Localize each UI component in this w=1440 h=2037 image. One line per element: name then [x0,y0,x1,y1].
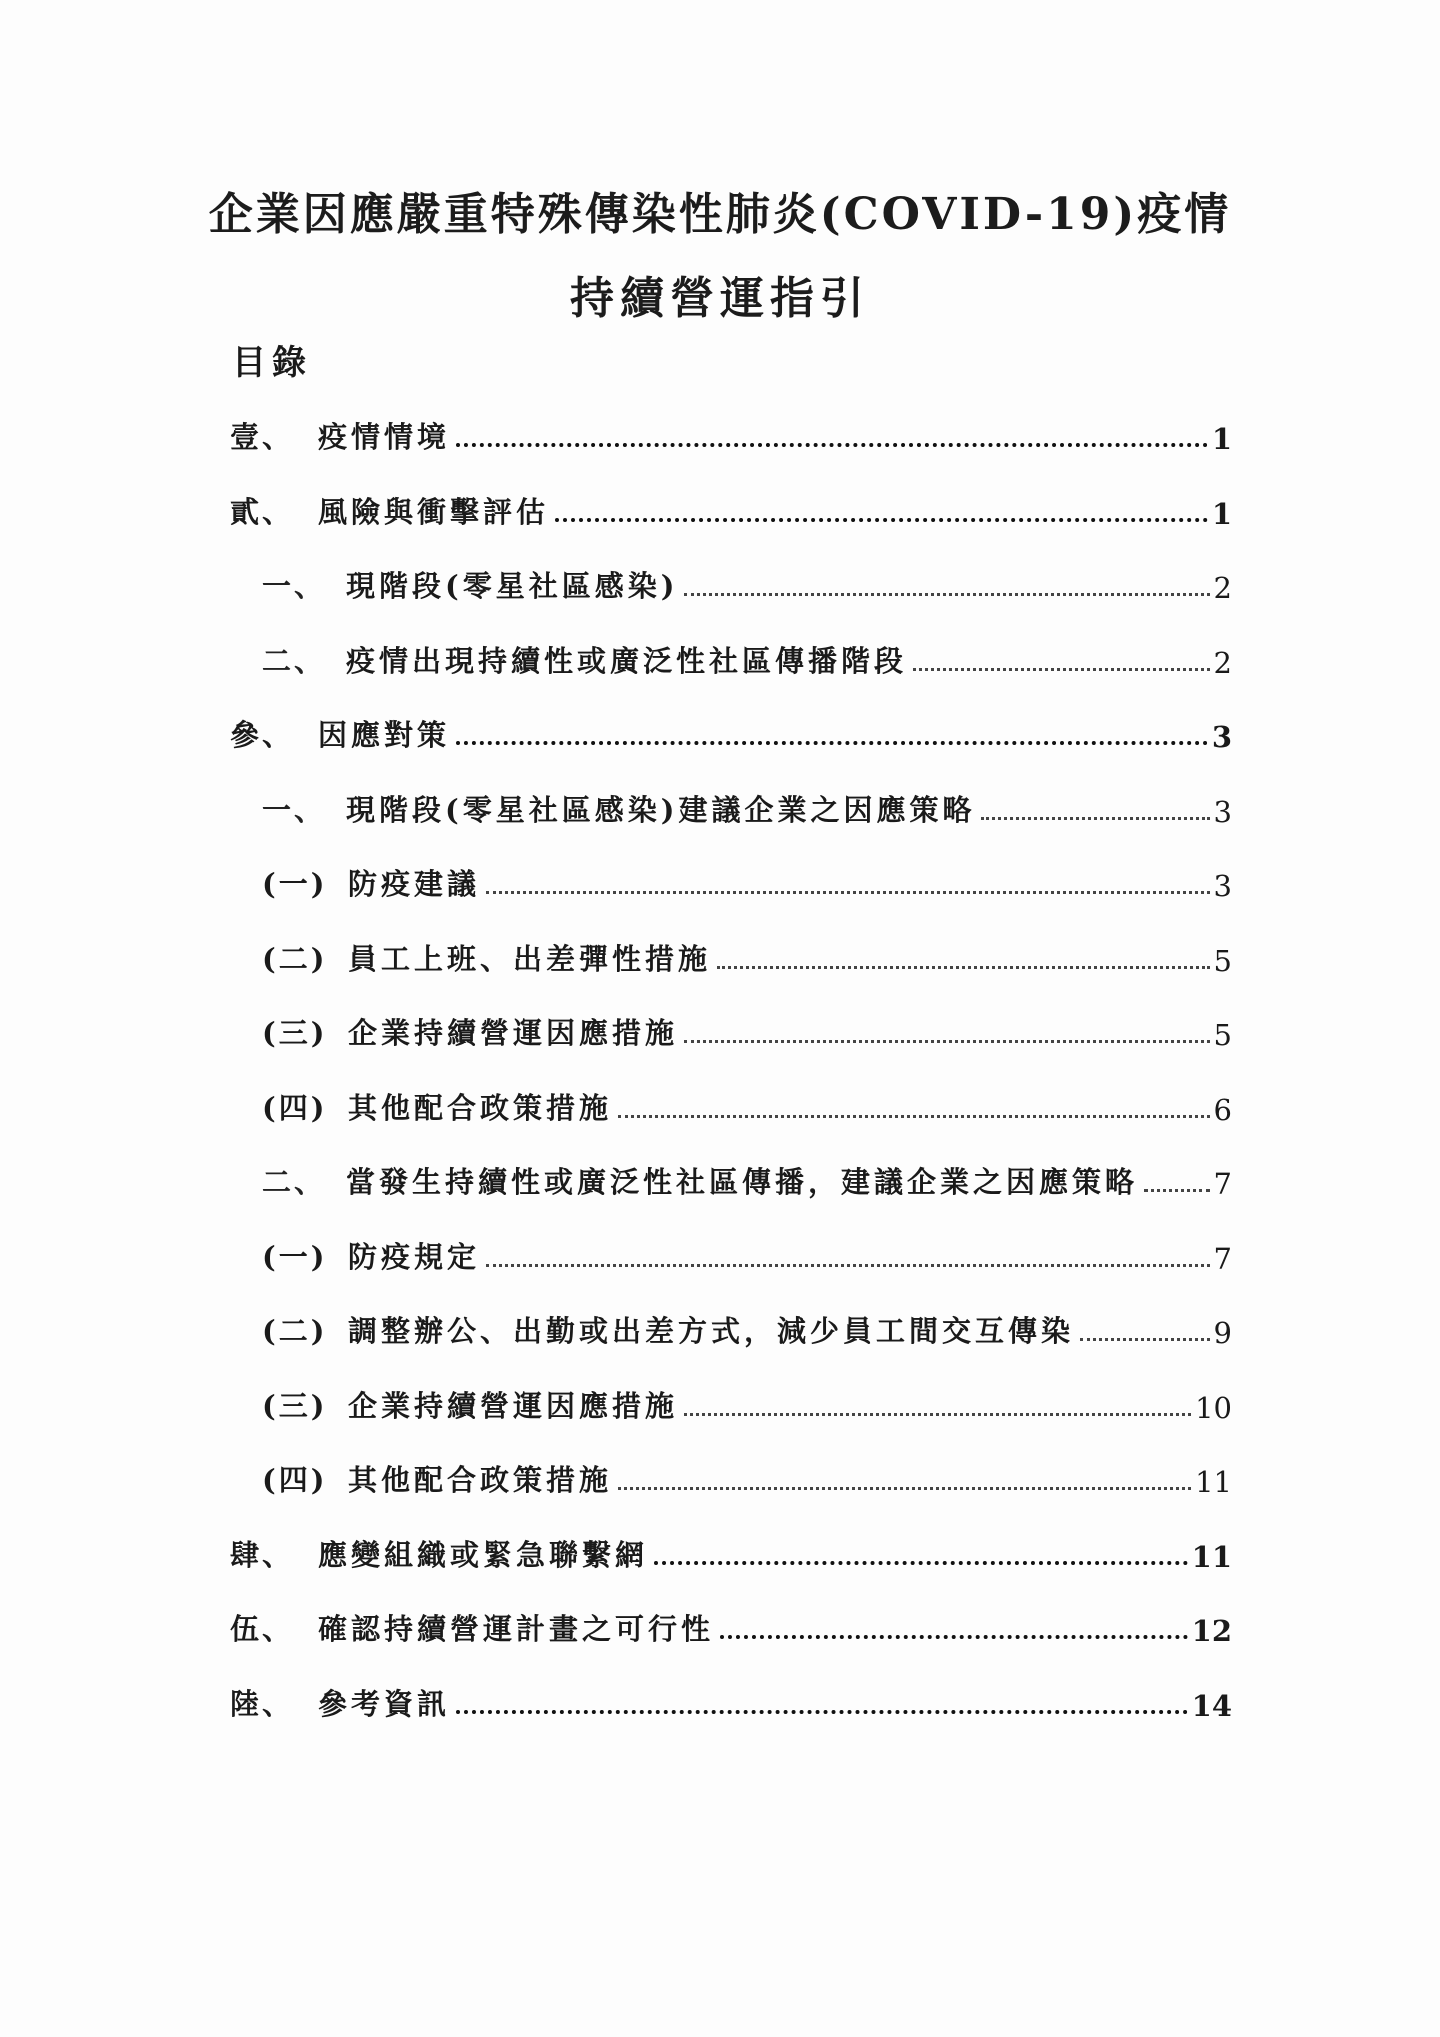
toc-dot-leader [618,1115,1210,1118]
toc-dot-leader [456,443,1208,447]
toc-entry-page-number: 14 [1191,1688,1232,1723]
toc-entry-label: 其他配合政策措施 [348,1090,613,1125]
toc-entry[interactable] [230,1679,1232,1723]
toc-entry-page-number: 6 [1213,1092,1232,1127]
toc-dot-leader [684,1413,1191,1416]
toc-entry-number: 壹、 [230,420,295,454]
toc-entry-label: 疫情出現持續性或廣泛性社區傳播階段 [346,643,908,678]
toc-dot-leader [456,741,1208,745]
toc-entry-page-number: 12 [1191,1614,1232,1648]
toc-entry-label: 調整辦公、出勤或出差方式，減少員工間交互傳染 [348,1314,1075,1348]
toc-entry-number: 二、 [262,1165,327,1199]
toc-entry-page-number: 7 [1213,1241,1232,1276]
toc-entry[interactable] [262,636,1232,680]
toc-entry-number: 一、 [262,569,327,603]
toc-dot-leader [486,891,1210,894]
toc-entry-number: (一) [262,867,328,901]
toc-entry[interactable] [230,487,1232,531]
toc-entry-page-number: 3 [1211,720,1232,754]
toc-dot-leader [486,1264,1210,1267]
toc-entry-label: 應變組織或緊急聯繫網 [318,1537,649,1572]
toc-entry[interactable] [262,934,1232,978]
toc-entry-number: 伍、 [230,1612,295,1646]
toc-dot-leader [913,668,1210,671]
toc-dot-leader [618,1487,1191,1490]
toc-entry-label: 現階段(零星社區感染)建議企業之因應策略 [346,792,976,827]
toc-entry-label: 確認持續營運計畫之可行性 [318,1612,715,1646]
toc-entry-page-number: 3 [1213,869,1232,903]
toc-entry-page-number: 2 [1213,645,1232,680]
toc-entry-number: 參、 [230,718,295,752]
toc-entry-label: 疫情情境 [318,420,451,454]
toc-entry-label: 企業持續營運因應措施 [348,1388,679,1423]
toc-dot-leader [456,1710,1188,1714]
toc-entry-page-number: 5 [1213,1018,1232,1052]
document-title-line1: 企業因應嚴重特殊傳染性肺炎(COVID-19)疫情 [208,189,1232,240]
toc-entry-page-number: 5 [1213,943,1232,978]
toc-heading: 目錄 [232,343,312,383]
toc-entry[interactable] [262,1455,1232,1499]
toc-entry[interactable] [262,859,1232,903]
toc-entry[interactable] [262,1008,1232,1052]
toc-entry[interactable] [262,1157,1232,1201]
toc-entry-label: 防疫建議 [348,867,481,901]
toc-entry[interactable] [230,710,1232,754]
toc-dot-leader [1144,1189,1210,1192]
toc-entry-label: 因應對策 [318,718,451,752]
toc-entry-page-number: 1 [1211,496,1232,531]
toc-entry-label: 現階段(零星社區感染) [346,569,679,603]
toc-entry-number: (四) [262,1090,328,1125]
toc-dot-leader [555,518,1208,522]
toc-entry[interactable] [262,1083,1232,1127]
toc-entry[interactable] [262,1232,1232,1276]
toc-entry-number: 二、 [262,643,327,678]
toc-entry-label: 員工上班、出差彈性措施 [348,941,712,976]
toc-entry-page-number: 11 [1191,1539,1232,1574]
toc-entry-label: 風險與衝擊評估 [318,494,550,529]
toc-entry-number: (四) [262,1463,328,1497]
toc-entry-label: 防疫規定 [348,1239,481,1274]
toc-entry[interactable] [262,561,1232,605]
toc-entry[interactable] [262,785,1232,829]
toc-entry-number: (三) [262,1016,328,1050]
toc-dot-leader [717,966,1210,969]
toc-entry-number: 肆、 [230,1537,295,1572]
toc-entry-number: 貳、 [230,494,295,529]
toc-entry[interactable] [230,412,1232,456]
toc-entry[interactable] [262,1381,1232,1425]
toc-entry-number: (二) [262,941,328,976]
toc-entry[interactable] [230,1530,1232,1574]
toc-entry-number: (三) [262,1388,328,1423]
toc-entry-label: 企業持續營運因應措施 [348,1016,679,1050]
toc-entry-page-number: 1 [1211,422,1232,456]
toc-dot-leader [654,1561,1188,1565]
toc-entry-number: (二) [262,1314,328,1348]
toc-entry-page-number: 10 [1195,1390,1232,1425]
toc-dot-leader [684,593,1209,596]
toc-entry-label: 當發生持續性或廣泛性社區傳播，建議企業之因應策略 [346,1165,1139,1199]
toc-dot-leader [1080,1338,1210,1341]
toc-dot-leader [684,1040,1210,1043]
toc-entry-page-number: 11 [1195,1465,1232,1499]
toc-entry-page-number: 9 [1213,1316,1232,1350]
toc-dot-leader [720,1635,1188,1639]
toc-entry[interactable] [262,1306,1232,1350]
document-title-line2: 持續營運指引 [570,273,870,324]
toc-entry-page-number: 2 [1213,571,1232,605]
toc-dot-leader [981,817,1209,820]
toc-entry-label: 其他配合政策措施 [348,1463,613,1497]
toc-entry-label: 參考資訊 [318,1686,451,1721]
toc-entry[interactable] [230,1604,1232,1648]
toc-entry-page-number: 3 [1213,794,1232,829]
toc-entry-page-number: 7 [1213,1167,1232,1201]
toc-entry-number: 陸、 [230,1686,295,1721]
toc-entry-number: (一) [262,1239,328,1274]
toc-entry-number: 一、 [262,792,327,827]
